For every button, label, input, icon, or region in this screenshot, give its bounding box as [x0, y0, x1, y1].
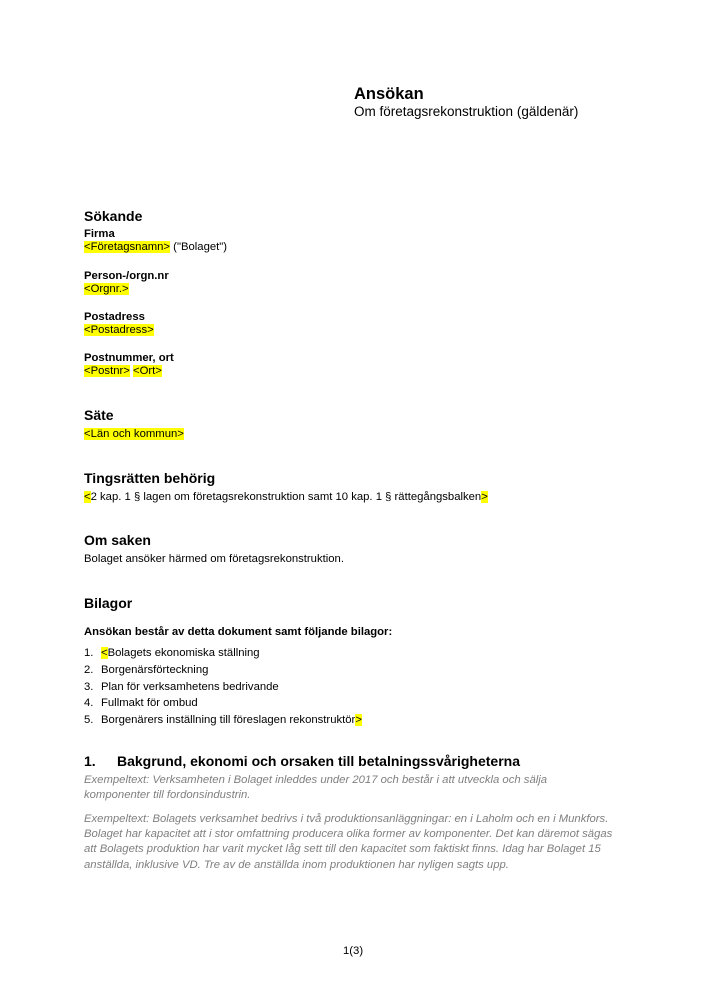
label-postadress: Postadress [84, 311, 145, 323]
placeholder-lan-kommun[interactable]: <Län och kommun> [84, 428, 184, 440]
label-firma: Firma [84, 228, 115, 240]
heading-sate: Säte [84, 407, 114, 423]
value-sate [84, 428, 184, 440]
section-title: Bakgrund, ekonomi och orsaken till betalningssvårigheterna [117, 753, 520, 769]
heading-tingsratten: Tingsrätten behörig [84, 470, 216, 486]
heading-om-saken: Om saken [84, 532, 151, 548]
list-item: 2. Borgenärsförteckning [84, 663, 209, 676]
document-subtitle: Om företagsrekonstruktion (gäldenär) [354, 104, 579, 119]
list-item: 3. Plan för verksamhetens bedrivande [84, 680, 279, 693]
section-1-heading [84, 753, 520, 769]
text-om-saken: Bolaget ansöker härmed om företagsrekonstruktion. [84, 553, 344, 565]
text-tingsratten [84, 491, 488, 503]
placeholder-postadress[interactable]: <Postadress> [84, 324, 154, 336]
heading-sokande: Sökande [84, 208, 143, 224]
marker-close: > [481, 491, 488, 503]
marker-open: < [84, 491, 91, 503]
tingsratten-text[interactable]: 2 kap. 1 § lagen om företagsrekonstruktion samt 10 kap. 1 § rättegångsbalken [90, 491, 482, 503]
list-item: 5. Borgenärers inställning till föreslagen rekonstruktör> [84, 714, 362, 727]
placeholder-ort[interactable]: <Ort> [133, 365, 162, 377]
firma-suffix: ("Bolaget") [170, 241, 228, 253]
placeholder-orgnr[interactable]: <Orgnr.> [84, 283, 129, 295]
value-postadress [84, 324, 154, 336]
page-number: 1(3) [343, 945, 364, 957]
list-item: 4. Fullmakt för ombud [84, 697, 198, 710]
bilagor-list [84, 645, 362, 729]
label-postnummer-ort: Postnummer, ort [84, 352, 174, 364]
marker-close: > [355, 714, 362, 727]
document-title: Ansökan [354, 85, 424, 103]
bilagor-intro: Ansökan består av detta dokument samt följande bilagor: [84, 626, 393, 638]
label-orgnr: Person-/orgn.nr [84, 270, 169, 282]
heading-bilagor: Bilagor [84, 595, 133, 611]
example-paragraph-2: Exempeltext: Bolagets verksamhet bedrivs i två produktionsanläggningar: en i Laholm och en i Munkfors. Bolaget har kapacitet att i stor omfattning producera olika former av komponenter. Det kan däremot sägas att Bolagets produktion har varit mycket låg sett till den kapacitet som faktiskt finns. Idag har Bolaget 15 anställda, inklusive VD. Tre av de anställda inom produktionen har nyligen sagts upp. [84, 813, 613, 871]
section-number: 1. [84, 753, 96, 769]
list-item: 1. <Bolagets ekonomiska ställning [84, 647, 260, 659]
placeholder-foretagsnamn[interactable]: <Företagsnamn> [84, 241, 171, 253]
value-postnummer-ort [84, 365, 162, 377]
example-paragraph-1: Exempeltext: Verksamheten i Bolaget inleddes under 2017 och består i att utveckla och sälja komponenter till fordonsindustrin. [84, 774, 548, 802]
value-firma [84, 241, 227, 253]
marker-open: < [101, 647, 108, 659]
placeholder-postnr[interactable]: <Postnr> [84, 365, 130, 377]
value-orgnr [84, 283, 129, 295]
